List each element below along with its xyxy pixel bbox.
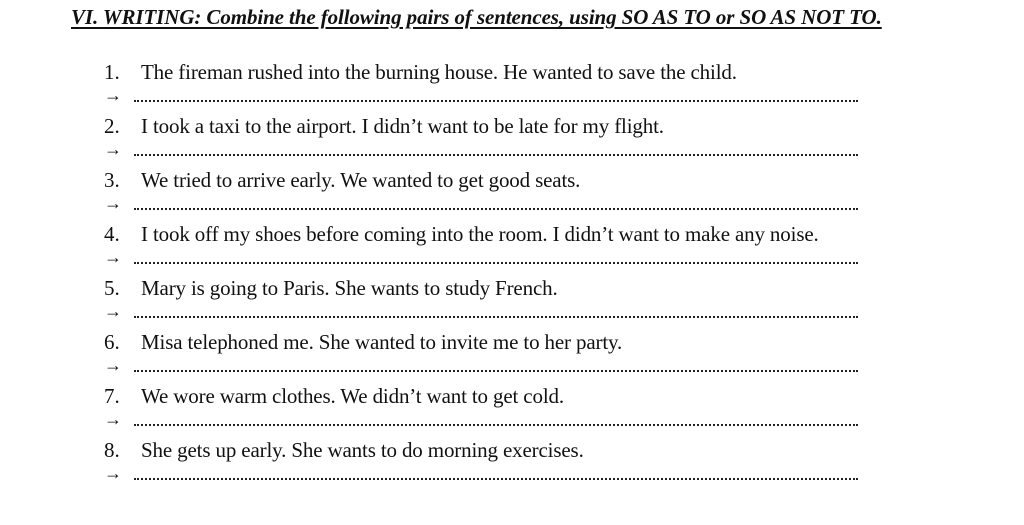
- dotted-answer-blank[interactable]: [134, 316, 858, 318]
- item-sentence: I took a taxi to the airport. I didn’t want to be late for my flight.: [141, 114, 664, 138]
- item-number: 8.: [104, 438, 120, 462]
- exercise-item-7: [0, 382, 1024, 436]
- arrow-icon: →: [104, 247, 122, 267]
- item-sentence: We wore warm clothes. We didn’t want to get cold.: [141, 384, 564, 408]
- item-number: 6.: [104, 330, 120, 354]
- exercise-item-1: [0, 58, 1024, 112]
- dotted-answer-blank[interactable]: [134, 262, 858, 264]
- arrow-icon: →: [104, 85, 122, 105]
- exercise-item-4: [0, 220, 1024, 274]
- exercise-list: [0, 58, 1024, 490]
- answer-line[interactable]: [104, 408, 864, 430]
- exercise-item-8: [0, 436, 1024, 490]
- dotted-answer-blank[interactable]: [134, 208, 858, 210]
- item-sentence: I took off my shoes before coming into the room. I didn’t want to make any noise.: [141, 222, 819, 246]
- dotted-answer-blank[interactable]: [134, 370, 858, 372]
- dotted-answer-blank[interactable]: [134, 154, 858, 156]
- answer-line[interactable]: [104, 246, 864, 268]
- item-sentence: Mary is going to Paris. She wants to study French.: [141, 276, 558, 300]
- arrow-icon: →: [104, 355, 122, 375]
- answer-line[interactable]: [104, 354, 864, 376]
- arrow-icon: →: [104, 193, 122, 213]
- arrow-icon: →: [104, 139, 122, 159]
- exercise-item-5: [0, 274, 1024, 328]
- item-sentence: The fireman rushed into the burning house. He wanted to save the child.: [141, 60, 737, 84]
- item-number: 7.: [104, 384, 120, 408]
- item-number: 3.: [104, 168, 120, 192]
- arrow-icon: →: [104, 409, 122, 429]
- item-number: 5.: [104, 276, 120, 300]
- item-sentence: She gets up early. She wants to do morning exercises.: [141, 438, 584, 462]
- arrow-icon: →: [104, 301, 122, 321]
- item-sentence: Misa telephoned me. She wanted to invite me to her party.: [141, 330, 623, 354]
- exercise-item-3: [0, 166, 1024, 220]
- dotted-answer-blank[interactable]: [134, 424, 858, 426]
- item-number: 4.: [104, 222, 120, 246]
- item-number: 1.: [104, 60, 120, 84]
- item-sentence: We tried to arrive early. We wanted to get good seats.: [141, 168, 581, 192]
- dotted-answer-blank[interactable]: [134, 100, 858, 102]
- exercise-title: VI. WRITING: Combine the following pairs of sentences, using SO AS TO or SO AS NOT TO.: [71, 5, 882, 29]
- arrow-icon: →: [104, 463, 122, 483]
- answer-line[interactable]: [104, 462, 864, 484]
- exercise-item-2: [0, 112, 1024, 166]
- answer-line[interactable]: [104, 192, 864, 214]
- answer-line[interactable]: [104, 84, 864, 106]
- answer-line[interactable]: [104, 300, 864, 322]
- exercise-item-6: [0, 328, 1024, 382]
- answer-line[interactable]: [104, 138, 864, 160]
- dotted-answer-blank[interactable]: [134, 478, 858, 480]
- item-number: 2.: [104, 114, 120, 138]
